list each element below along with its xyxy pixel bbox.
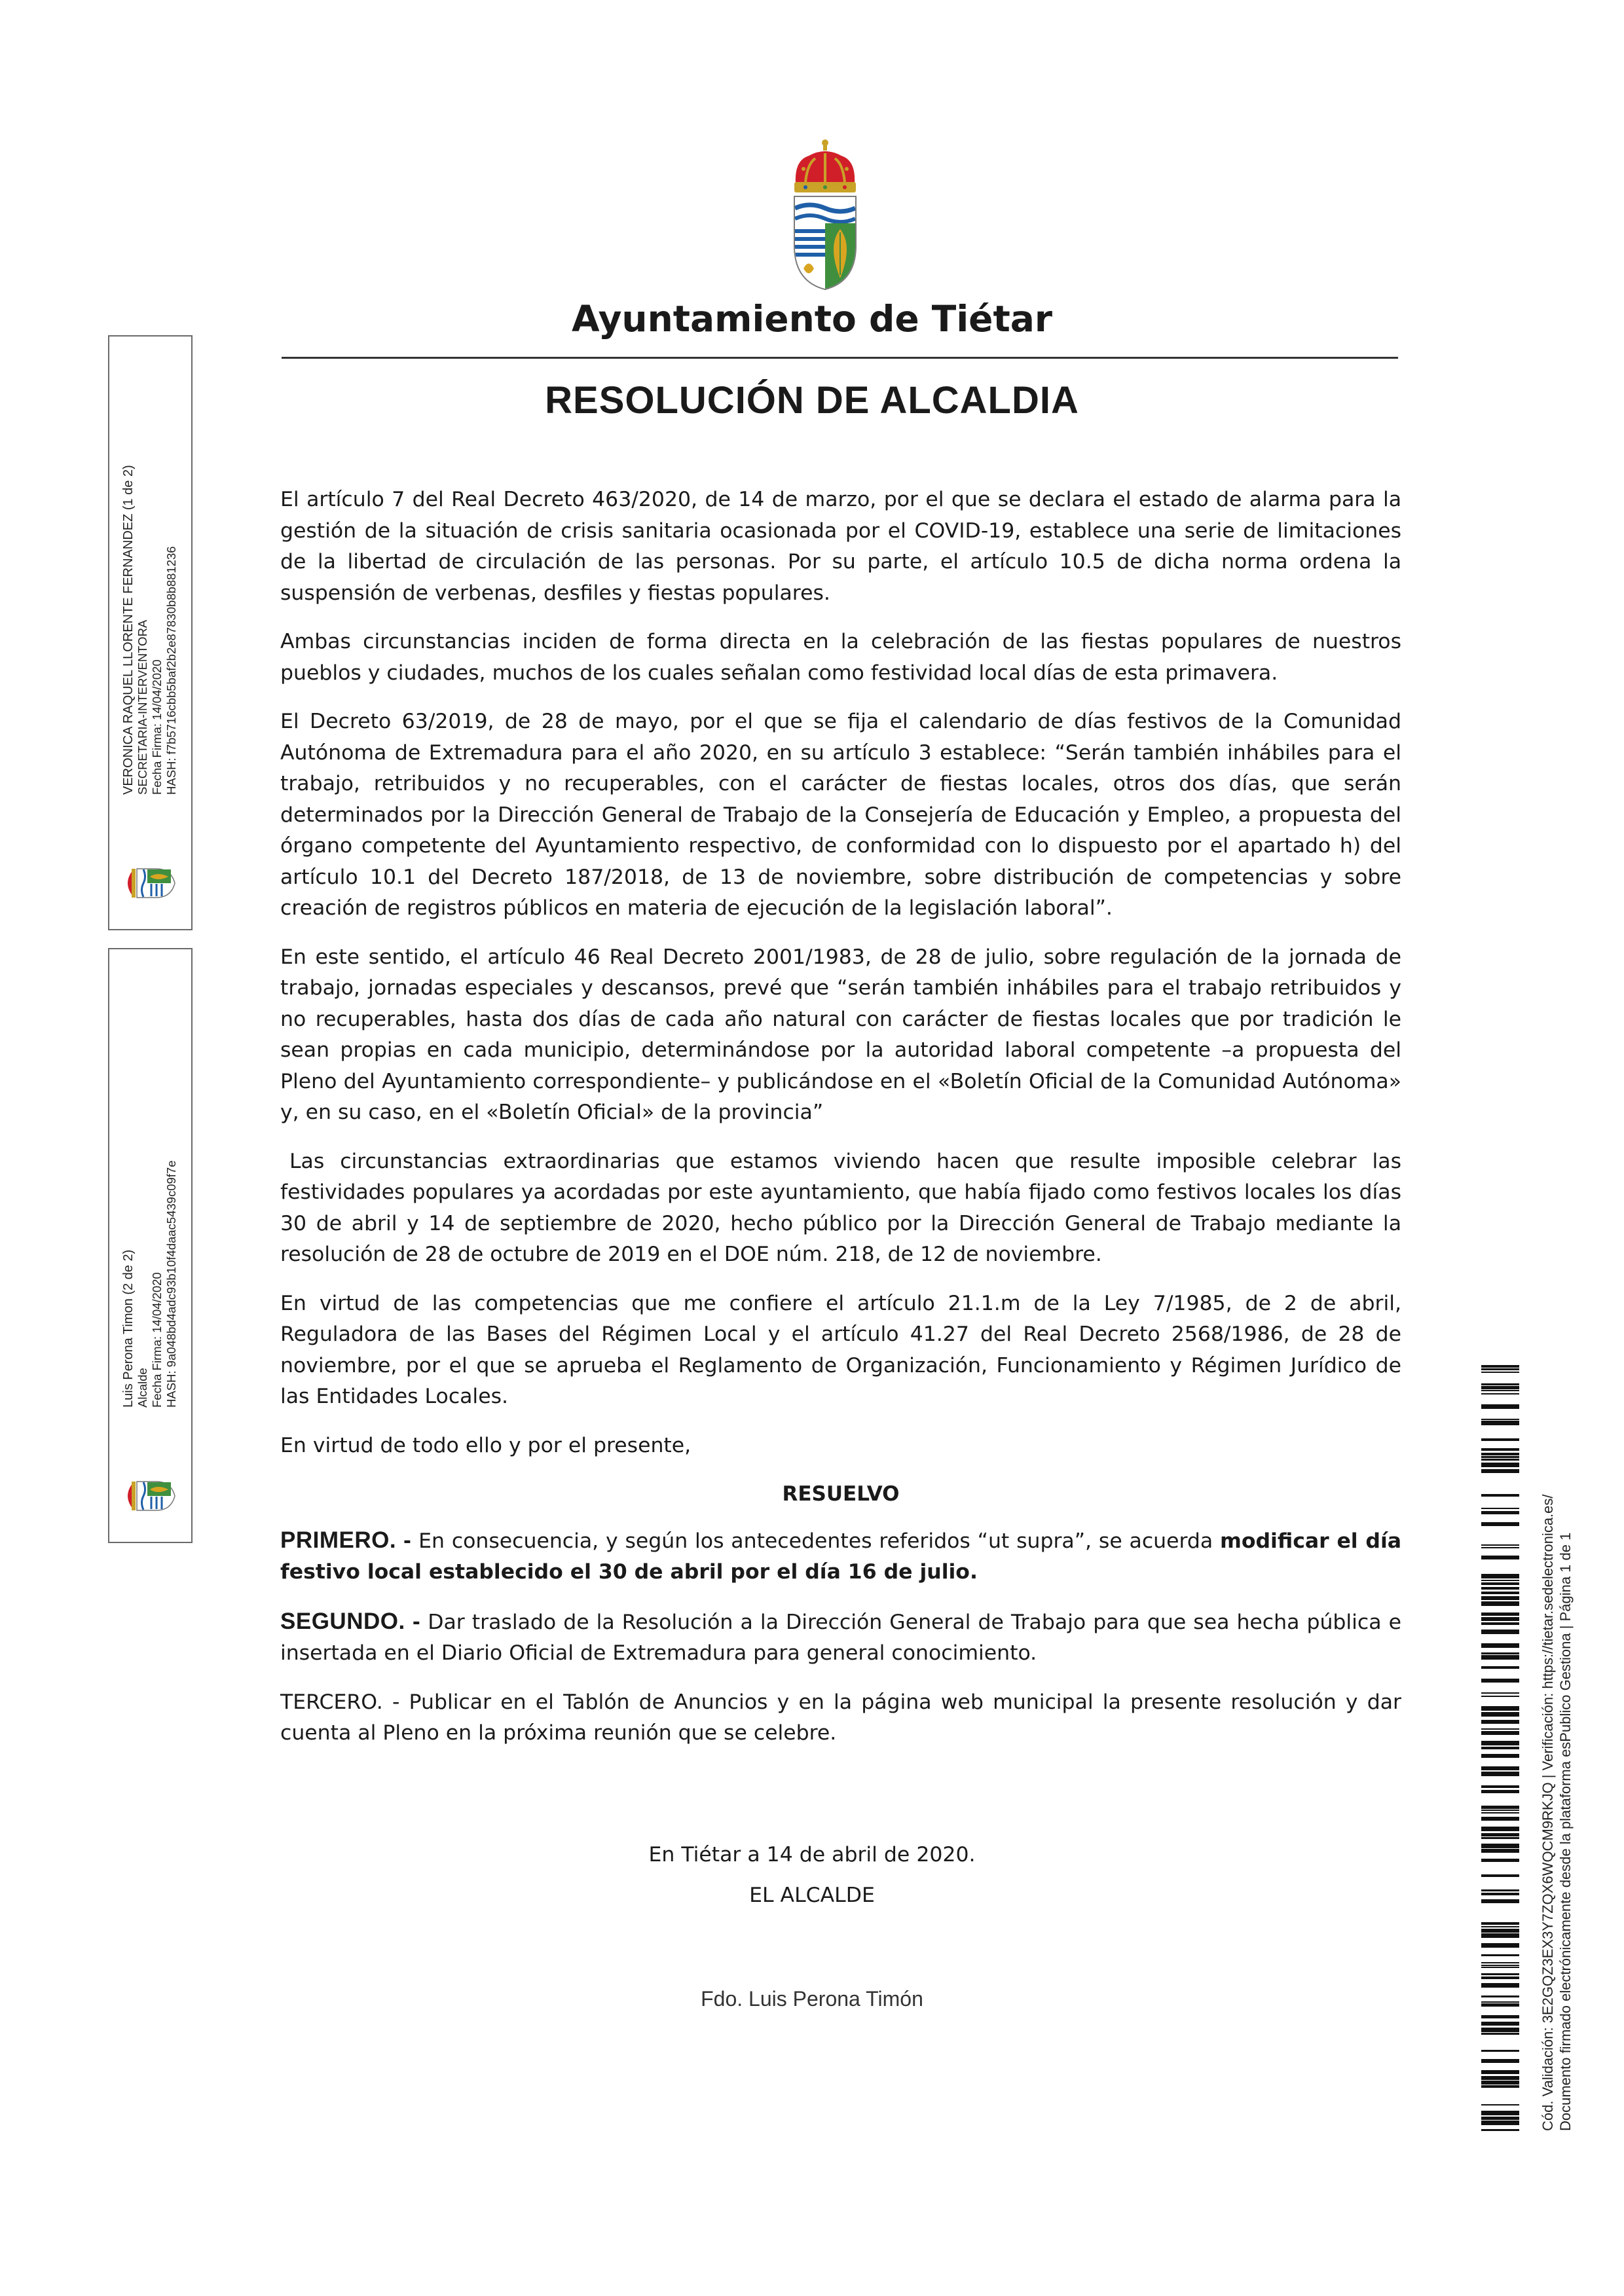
barcode-bar <box>1481 1922 1519 1925</box>
barcode-bar <box>1481 1889 1519 1891</box>
barcode-bar <box>1481 1622 1519 1625</box>
place-date: En Tiétar a 14 de abril de 2020. <box>648 1843 976 1867</box>
barcode-bar <box>1481 1617 1519 1621</box>
barcode-bar <box>1481 1696 1519 1697</box>
barcode-bar <box>1481 1438 1519 1441</box>
barcode-bar <box>1481 2028 1519 2032</box>
barcode-bar <box>1481 2129 1519 2131</box>
barcode-bar <box>1481 1582 1519 1585</box>
signature-stamp <box>108 948 193 1543</box>
verification-code-line: Cód. Validación: 3E2GQZ3EX3Y7ZQX6WQCM9RKJQ | Verificación: https://tietar.sedelectronica.es/ <box>1540 1494 1556 2131</box>
barcode-bar <box>1481 2033 1519 2035</box>
barcode-bar <box>1481 2104 1519 2105</box>
barcode-bar <box>1481 1954 1519 1956</box>
barcode-bar <box>1481 1419 1519 1420</box>
barcode-bar <box>1481 1544 1519 1546</box>
barcode-bar <box>1481 1806 1519 1809</box>
paragraph: Ambas circunstancias inciden de forma directa en la celebración de las fiestas populares de nuestros pueblos y ciudades, muchos de los cuales señalan como festividad local días de esta primavera. <box>280 630 1401 685</box>
barcode-bar <box>1481 1630 1519 1634</box>
barcode-bar <box>1481 1421 1519 1425</box>
barcode-bar <box>1481 1706 1519 1711</box>
barcode-bar <box>1481 1393 1519 1394</box>
resolution-label: PRIMERO. - <box>280 1527 412 1553</box>
paragraph: En virtud de las competencias que me confiere el artículo 21.1.m de la Ley 7/1985, de 2 de abril, Reguladora de las Bases del Régimen Local y el artículo 41.27 del Real Decreto 2568/1986, de 28 de noviembre, por el que se aprueba el Reglamento de Organización, Funcionamiento y Régimen Jurídico de las Entidades Locales. <box>280 1291 1401 1408</box>
header-divider <box>282 357 1398 359</box>
barcode-bar <box>1481 1983 1519 1988</box>
barcode-bar <box>1481 1404 1519 1409</box>
barcode-bar <box>1481 1785 1519 1788</box>
signatory-name: VERONICA RAQUEL LLORENTE FERNANDEZ (1 de 2) <box>121 465 136 795</box>
barcode-bar <box>1481 1365 1519 1368</box>
barcode-bar <box>1481 1977 1519 1979</box>
barcode-bar <box>1481 2022 1519 2026</box>
barcode-bar <box>1481 1508 1519 1509</box>
barcode-bar <box>1481 2050 1519 2052</box>
signatory-role: SECRETARIA-INTERVENTORA <box>136 619 149 795</box>
signer-role: EL ALCALDE <box>749 1884 875 1907</box>
municipal-crest <box>789 137 861 291</box>
barcode-bar <box>1481 1368 1519 1370</box>
barcode-bar <box>1481 1772 1519 1776</box>
barcode-bar <box>1481 1522 1519 1526</box>
signature-date: Fecha Firma: 14/04/2020 <box>150 1272 164 1408</box>
barcode-bar <box>1481 2076 1519 2080</box>
barcode-bar <box>1481 1929 1519 1933</box>
organization-name: Ayuntamiento de Tiétar <box>571 298 1053 340</box>
closing-block <box>0 1843 1624 1907</box>
barcode-bar <box>1481 1494 1519 1497</box>
signature-hash: HASH: 9a048bd4adc93b10f4daac5439c09f7e <box>164 1160 178 1408</box>
signature-details <box>121 343 179 795</box>
resolution-second <box>280 1606 1401 1669</box>
barcode-bar <box>1481 1643 1519 1648</box>
barcode-bar <box>1481 2085 1519 2088</box>
barcode-bar <box>1481 1511 1519 1514</box>
barcode-bar <box>1481 2117 1519 2120</box>
barcode-bar <box>1481 1995 1519 1997</box>
verification-barcode <box>1481 1365 1519 2131</box>
barcode-bar <box>1481 1587 1519 1590</box>
barcode-bar <box>1481 1655 1519 1660</box>
resolution-text: Dar traslado de la Resolución a la Dirección General de Trabajo para que sea hecha pública e insertada en el Diario Oficial de Extremadura para general conocimiento. <box>280 1610 1401 1665</box>
resolution-first <box>280 1525 1401 1588</box>
barcode-bar <box>1481 1574 1519 1578</box>
barcode-bar <box>1481 1728 1519 1730</box>
barcode-bar <box>1481 1967 1519 1968</box>
barcode-bar <box>1481 1679 1519 1683</box>
signatory-role: Alcalde <box>136 1368 149 1408</box>
barcode-bar <box>1481 1893 1519 1895</box>
paragraph: En virtud de todo ello y por el presente, <box>280 1433 692 1457</box>
stamp-crest-icon <box>119 1463 177 1529</box>
barcode-bar <box>1481 1790 1519 1793</box>
barcode-bar <box>1481 1712 1519 1717</box>
resolution-label: TERCERO. - <box>280 1690 400 1714</box>
paragraph: En este sentido, el artículo 46 Real Decreto 2001/1983, de 28 de julio, sobre regulación de la jornada de trabajo, jornadas especiales y descansos, prevé que “serán también inhábiles para el trabajo retribuidos y no recuperables, hasta dos días de cada año natural con carácter de fiestas locales que por tradición le sean propias en cada municipio, determinándose por la autoridad laboral competente –a propuesta del Pleno del Ayuntamiento correspondiente– y publicándose en el «Boletín Oficial de la Comunidad Autónoma» y, en su caso, en el «Boletín Oficial» de la provincia” <box>280 945 1401 1124</box>
barcode-bar <box>1481 1827 1519 1831</box>
barcode-bar <box>1481 2081 1519 2085</box>
barcode-bar <box>1481 1933 1519 1938</box>
barcode-bar <box>1481 1652 1519 1654</box>
barcode-bar <box>1481 1754 1519 1758</box>
barcode-bar <box>1481 1817 1519 1821</box>
barcode-bar <box>1481 1666 1519 1669</box>
barcode-bar <box>1481 1556 1519 1559</box>
barcode-bar <box>1481 1973 1519 1975</box>
resolution-emphasis: modificar el día festivo local establecido el 30 de abril por el día 16 de julio. <box>280 1529 1401 1584</box>
barcode-bar <box>1481 1962 1519 1963</box>
resolution-label: SEGUNDO. - <box>280 1608 421 1634</box>
barcode-bar <box>1481 1383 1519 1385</box>
barcode-bar <box>1481 1469 1519 1473</box>
document-body <box>280 484 1401 1767</box>
barcode-bar <box>1481 1731 1519 1735</box>
barcode-bar <box>1481 1747 1519 1749</box>
barcode-bar <box>1481 1859 1519 1862</box>
barcode-bar <box>1481 2070 1519 2074</box>
barcode-bar <box>1481 1601 1519 1606</box>
barcode-bar <box>1481 1596 1519 1600</box>
barcode-bar <box>1481 1812 1519 1813</box>
verification-platform-line: Documento firmado electrónicamente desde la plataforma esPublico Gestiona | Página 1 de 1 <box>1557 1532 1574 2131</box>
barcode-bar <box>1481 2003 1519 2007</box>
barcode-bar <box>1481 1720 1519 1724</box>
barcode-bar <box>1481 1810 1519 1811</box>
barcode-bar <box>1481 1448 1519 1451</box>
resolution-text: Publicar en el Tablón de Anuncios y en la página web municipal la presente resolución y dar cuenta al Pleno en la próxima reunión que se celebre. <box>280 1690 1401 1745</box>
signatory-name: Luis Perona Timon (2 de 2) <box>121 1249 136 1408</box>
resolution-heading: RESUELVO <box>782 1482 900 1506</box>
barcode-bar <box>1481 2059 1519 2063</box>
signature-details <box>121 956 179 1408</box>
barcode-bar <box>1481 1390 1519 1391</box>
barcode-bar <box>1481 1613 1519 1616</box>
barcode-bar <box>1481 2015 1519 2018</box>
verification-text <box>1539 1411 1591 2131</box>
barcode-bar <box>1481 1372 1519 1373</box>
barcode-bar <box>1481 1844 1519 1848</box>
barcode-bar <box>1481 1849 1519 1853</box>
barcode-bar <box>1481 1766 1519 1770</box>
barcode-bar <box>1481 1899 1519 1903</box>
barcode-bar <box>1481 1456 1519 1458</box>
barcode-bar <box>1481 2001 1519 2003</box>
barcode-bar <box>1481 1453 1519 1455</box>
barcode-bar <box>1481 2121 1519 2125</box>
barcode-bar <box>1481 1837 1519 1839</box>
barcode-bar <box>1481 1547 1519 1548</box>
barcode-bar <box>1481 1692 1519 1694</box>
barcode-bar <box>1481 1943 1519 1948</box>
barcode-bar <box>1481 2111 1519 2115</box>
barcode-bar <box>1481 1741 1519 1745</box>
paragraph: Las circunstancias extraordinarias que estamos viviendo hacen que resulte imposible celebrar las festividades populares ya acordadas por este ayuntamiento, que había fijado como festivos locales los días 30 de abril y 14 de septiembre de 2020, hecho público por la Dirección General de Trabajo mediante la resolución de 28 de octubre de 2019 en el DOE núm. 218, de 12 de noviembre. <box>280 1149 1401 1266</box>
barcode-bar <box>1481 1833 1519 1836</box>
barcode-bar <box>1481 1386 1519 1389</box>
signature-stamp <box>108 335 193 930</box>
barcode-bar <box>1481 1965 1519 1966</box>
barcode-bar <box>1481 1580 1519 1581</box>
signature-date: Fecha Firma: 14/04/2020 <box>150 659 164 795</box>
paragraph: El Decreto 63/2019, de 28 de mayo, por el que se fija el calendario de días festivos de la Comunidad Autónoma de Extremadura para el año 2020, en su artículo 3 establece: “Serán también inhábiles para el trabajo, retribuidos y no recuperables, con el carácter de fiestas locales, otros dos días, que serán determinados por la Dirección General de Trabajo de la Consejería de Educación y Empleo, a propuesta del órgano competente del Ayuntamiento respectivo, de conformidad con lo dispuesto por el apartado h) del artículo 10.1 del Decreto 187/2018, de 13 de noviembre, sobre distribución de competencias y sobre creación de registros públicos en materia de ejecución de la legislación laboral”. <box>280 710 1401 920</box>
stamp-crest-icon <box>119 850 177 916</box>
barcode-bar <box>1481 1459 1519 1461</box>
barcode-bar <box>1481 1926 1519 1927</box>
barcode-bar <box>1481 1592 1519 1594</box>
resolution-third <box>280 1687 1401 1749</box>
barcode-bar <box>1481 1463 1519 1467</box>
signer-name: Fdo. Luis Perona Timón <box>701 1987 923 2011</box>
resolution-text: En consecuencia, y según los antecedentes referidos “ut supra”, se acuerda <box>411 1529 1221 1553</box>
document-title: RESOLUCIÓN DE ALCALDIA <box>545 379 1079 422</box>
signature-hash: HASH: f7b5716cbb5baf2b2e87830b8b881236 <box>164 546 178 795</box>
paragraph: El artículo 7 del Real Decreto 463/2020, de 14 de marzo, por el que se declara el estado de alarma para la gestión de la situación de crisis sanitaria ocasionada por el COVID-19, establece una serie de limitaciones de la libertad de circulación de las personas. Por su parte, el artículo 10.5 de dicha norma ordena la suspensión de verbenas, desfiles y fiestas populares. <box>280 488 1401 605</box>
barcode-bar <box>1481 1874 1519 1877</box>
